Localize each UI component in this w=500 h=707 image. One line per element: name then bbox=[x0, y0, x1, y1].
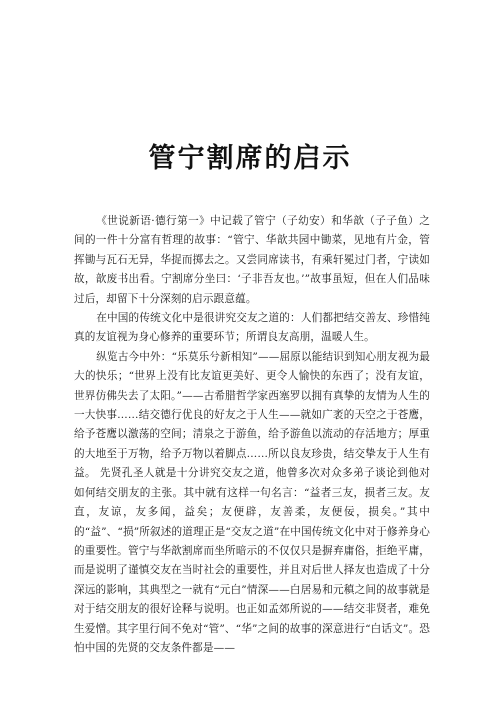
paragraph-tradition: 在中国的传统文化中是很讲究交友之道的：人们都把结交善友、珍惜纯真的友谊视为身心修养的重要环节；所谓良友高朋，温暖人生。 bbox=[74, 312, 430, 344]
document-title: 管宁割席的启示 bbox=[148, 143, 352, 174]
paragraph-intro: 《世说新语·德行第一》中记载了管宁（子幼安）和华歆（子子鱼）之间的一件十分富有哲理的故事：“管宁、华歆共园中锄菜，见地有片金，管挥锄与瓦石无异，华捉而掷去之。又尝同席读书，有乘轩冕过门者，宁读如故，歆废书出看。宁割席分坐曰：‘子非吾友也。’”故事虽短，但在人们品味过后，却留下十分深刻的启示跟意蕴。 bbox=[74, 215, 430, 305]
document-body bbox=[74, 212, 430, 658]
paragraph-overview: 纵览古今中外：“乐莫乐兮新相知”——屈原以能结识到知心朋友视为最大的快乐；“世界上没有比友谊更美好、更令人愉快的东西了；没有友谊，世界仿佛失去了太阳。”——古希腊哲学家西塞罗以拥有真挚的友情为人生的一大快事……结交德行优良的好友之于人生——就如广袤的天空之于苍鹰，给予苍鹰以激荡的空间；清泉之于游鱼，给予游鱼以流动的存活地方；厚重的大地至于万物，给予万物以着脚点……所以良友珍贵，结交挚友于人生有益。 先贤孔圣人就是十分讲究交友之道，他曾多次对众多弟子谈论到他对如何结交朋友的主张。其中就有这样一句名言：“益者三友，损者三友。友直，友谅，友多闻，益矣；友便辟，友善柔，友便佞，损矣。”其中的“益”、“损”所叙述的道理正是“交友之道”在中国传统文化中对于修养身心的重要性。管宁与华歆割席而坐所暗示的不仅仅只是摒弃庸俗，拒绝平庸，而是说明了谨慎交友在当时社会的重要性，并且对后世人择友也造成了十分深远的影响，其典型之一就有“元白”情深——白居易和元稹之间的故事就是对于结交朋友的很好诠释与说明。也正如孟郊所说的——结交非贤者，难免生爱憎。其字里行间不免对“管”、“华”之间的故事的深意进行“白话文”。恐怕中国的先贤的交友条件都是—— bbox=[74, 350, 430, 654]
